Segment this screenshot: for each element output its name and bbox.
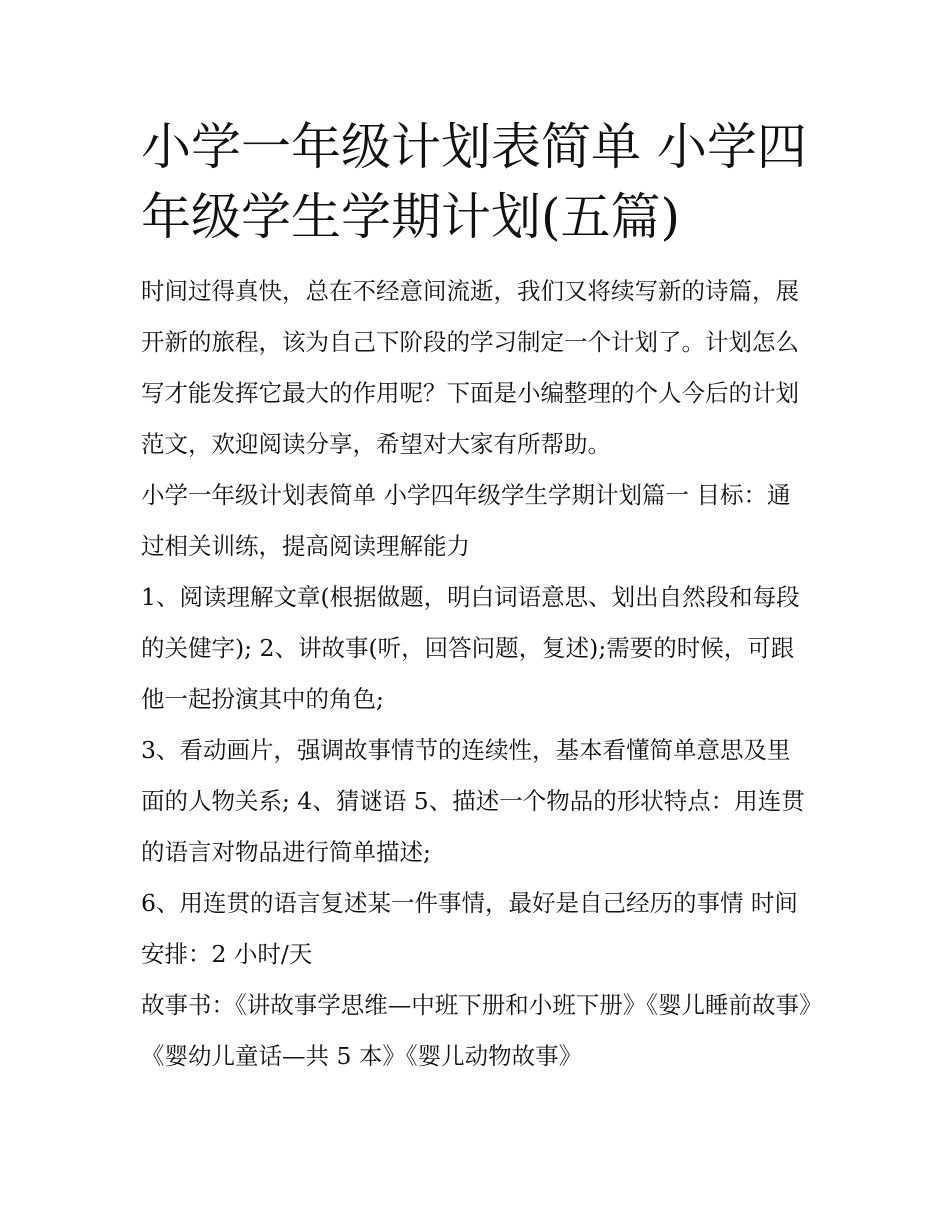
- paragraph-intro: 时间过得真快，总在不经意间流逝，我们又将续写新的诗篇，展开新的旅程，该为自己下阶段的学习制定一个计划了。计划怎么写才能发挥它最大的作用呢？下面是小编整理的个人今后的计划范文，欢迎阅读分享，希望对大家有所帮助。: [141, 277, 799, 458]
- paragraph-item-6: 6、用连贯的语言复述某一件事情，最好是自己经历的事情 时间安排：2 小时/天: [141, 889, 798, 968]
- paragraph-books: 故事书：《讲故事学思维—中班下册和小班下册》《婴儿睡前故事》《婴幼儿童话—共 5 本》《婴儿动物故事》: [141, 991, 811, 1070]
- page-title: 小学一年级计划表简单 小学四年级学生学期计划(五篇): [141, 118, 807, 246]
- document-body: [141, 266, 813, 1082]
- paragraph-item-3-5: 3、看动画片，强调故事情节的连续性，基本看懂简单意思及里面的人物关系; 4、猜谜语 5、描述一个物品的形状特点：用连贯的语言对物品进行简单描述;: [141, 736, 805, 866]
- document-page: [141, 112, 813, 1082]
- paragraph-item-1-2: 1、阅读理解文章(根据做题，明白词语意思、划出自然段和每段的关健字); 2、讲故事(听，回答问题，复述);需要的时候，可跟他一起扮演其中的角色;: [141, 583, 800, 713]
- paragraph-goal: 小学一年级计划表简单 小学四年级学生学期计划篇一 目标：通过相关训练，提高阅读理解能力: [141, 481, 791, 560]
